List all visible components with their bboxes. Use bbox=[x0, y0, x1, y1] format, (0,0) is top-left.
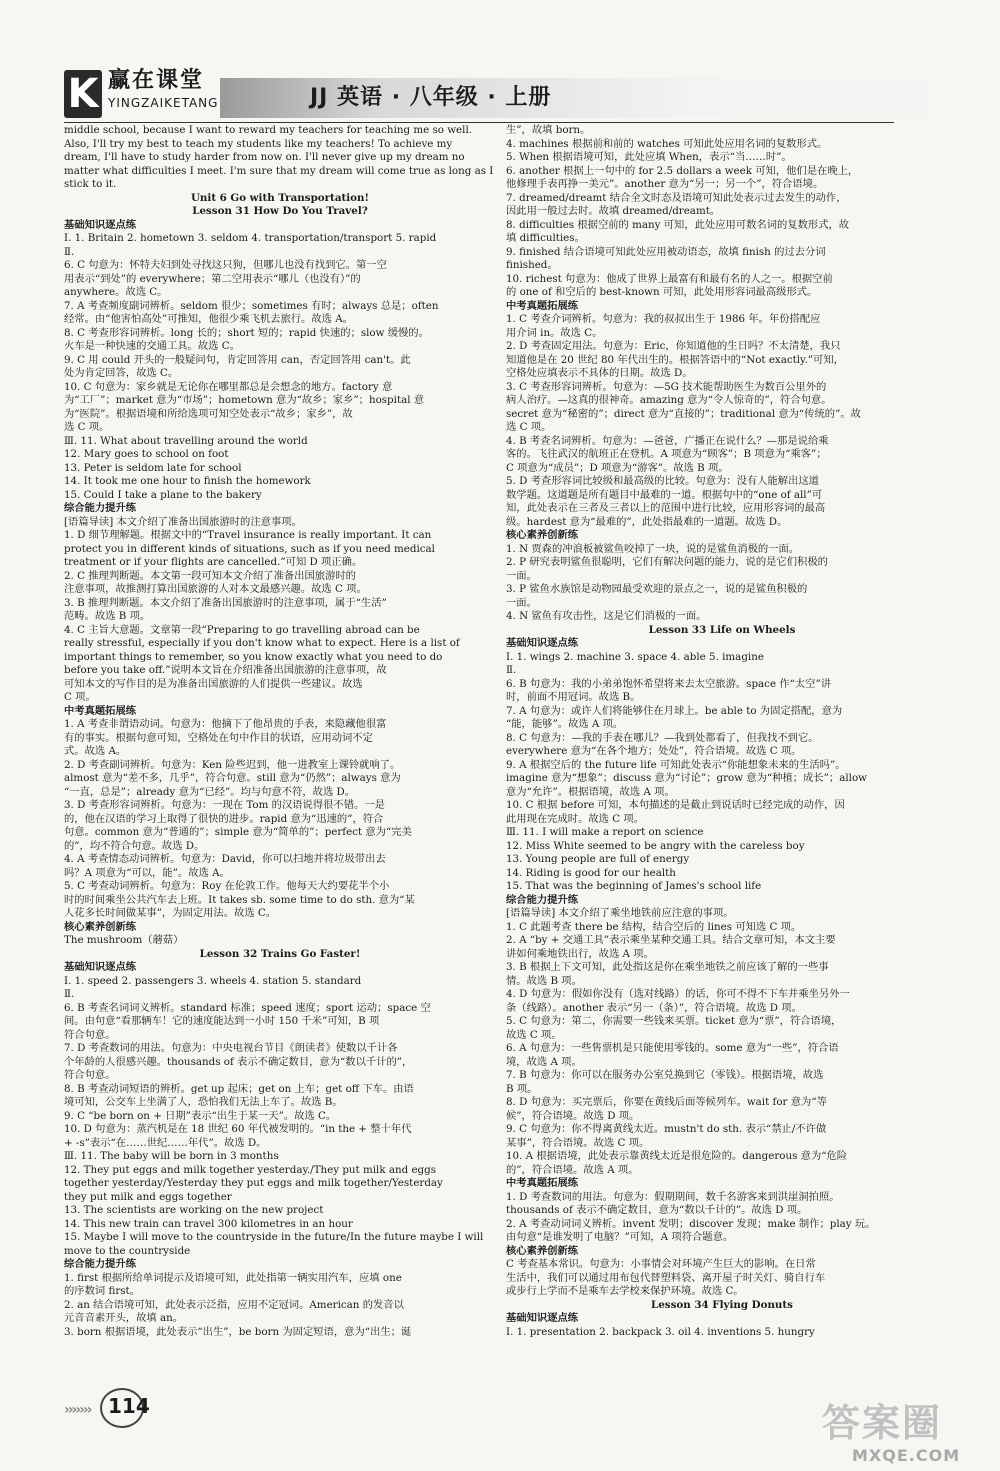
text-line: 一面。 bbox=[506, 569, 537, 582]
text-line: 此用现在完成时。故选 C 项。 bbox=[506, 812, 644, 825]
text-line: imagine 意为“想象”；discuss 意为“讨论”；grow 意为“种植；成长”；allow bbox=[506, 772, 867, 784]
text-line: dream, I'll have to study harder from now on. I'll never give up my dream no bbox=[64, 151, 465, 163]
text-line: 2. A “by + 交通工具”表示乘坐某种交通工具。结合文章可知，本文主要 bbox=[506, 934, 836, 946]
text-line: 1. D 考查数词的用法。句意为：假期期间，数千名游客来到洪崖洞拍照。 bbox=[506, 1190, 840, 1203]
text-line: 核心素养创新练 bbox=[506, 529, 579, 541]
text-line: 12. Miss White seemed to be angry with the careless boy bbox=[506, 839, 805, 852]
text-line: 综合能力提升练 bbox=[64, 502, 137, 514]
text-line: finished。 bbox=[506, 259, 558, 271]
text-line: treatment or if your flights are cancelled.”可知 D 项正确。 bbox=[64, 556, 363, 568]
text-line: Ⅲ. 11. The baby will be born in 3 months bbox=[64, 1150, 279, 1162]
text-line: 5. C 考查动词辨析。句意为：Roy 在伦敦工作。他每天大约要花半个小 bbox=[64, 880, 390, 892]
text-line: 10. D 句意为：蒸汽机是在 18 世纪 60 年代被发明的。“in the + 整十年代 bbox=[64, 1123, 412, 1135]
text-line: 填 difficulties。 bbox=[506, 232, 585, 244]
page-number: 114 bbox=[108, 1394, 150, 1418]
text-line: 9. C 用 could 开头的一般疑问句，肯定回答用 can，否定回答用 can't。此 bbox=[64, 353, 411, 366]
brand-logo: K bbox=[64, 70, 102, 118]
text-line: 14. Riding is good for our health bbox=[506, 866, 676, 879]
text-line: 知，此处表示在三者及三者以上的范围中进行比较，应用形容词的最高 bbox=[506, 502, 826, 514]
text-line: 8. D 句意为：买完票后，你要在黄线后面等候列车。wait for 意为“等 bbox=[506, 1096, 827, 1108]
book-title: JJ 英语 · 八年级 · 上册 bbox=[310, 85, 552, 110]
text-line: move to the countryside bbox=[64, 1244, 191, 1257]
text-line: 5. When 根据语境可知，此处应填 When，表示“当……时”。 bbox=[506, 151, 792, 163]
text-line: 核心素养创新练 bbox=[506, 1244, 579, 1257]
text-line: 6. B 考查名词词义辨析。standard 标准；speed 速度；sport 运动；space 空 bbox=[64, 1001, 431, 1014]
text-line: 3. born 根据语境，此处表示“出生”，be born 为固定短语，意为“出生；诞 bbox=[64, 1325, 412, 1338]
text-line: almost 意为“差不多，几乎”，符合句意。still 意为“仍然”；always 意为 bbox=[64, 772, 401, 784]
text-line: [语篇导读] 本文介绍了准备出国旅游时的注意事项。 bbox=[64, 515, 302, 528]
text-line: Ⅲ. 11. I will make a report on science bbox=[506, 826, 704, 838]
text-line: 6. C 句意为：怀特夫妇到处寻找这只狗，但哪儿也没有找到它。第一空 bbox=[64, 259, 387, 271]
text-line: 3. B 推理判断题。本文介绍了准备出国旅游时的注意事项，属于“生活” bbox=[64, 596, 387, 609]
text-line: 个年龄的人很感兴趣。thousands of 表示不确定数目，意为“数以千计的”， bbox=[64, 1055, 413, 1068]
text-line: 境可知，公交车上坐满了人，恐怕我们无法上车了。故选 B。 bbox=[64, 1096, 343, 1108]
text-line: 1. A 考查非谓语动词。句意为：他摘下了他昂贵的手表，来隐藏他很富 bbox=[64, 718, 387, 730]
text-line: 1. D 细节理解题。根据文中的“Travel insurance is really important. It can bbox=[64, 529, 432, 541]
text-line: everywhere 意为“在各个地方；处处”，符合语境。故选 C 项。 bbox=[506, 745, 802, 757]
text-line: Ⅰ. 1. wings 2. machine 3. space 4. able 5. imagine bbox=[506, 650, 764, 663]
text-line: 1. C 此题考查 there be 结构，结合空后的 lines 可知选 C 项。 bbox=[506, 920, 802, 933]
text-line: 用介词 in。故选 C。 bbox=[506, 326, 603, 339]
text-line: 14. It took me one hour to finish the homework bbox=[64, 475, 311, 487]
text-line: 3. P 鲨鱼水族馆是动物园最受欢迎的景点之一，说的是鲨鱼积极的 bbox=[506, 583, 808, 595]
text-line: 为“工厂”；market 意为“市场”；hometown 意为“故乡；家乡”；hospital 意 bbox=[64, 394, 425, 406]
text-line: 基础知识逐点练 bbox=[64, 961, 137, 973]
text-line: 的 one of 和空后的 best-known 可知，此处用形容词最高级形式。 bbox=[506, 286, 818, 298]
text-line: 他修理手表再挣一美元”。another 意为“另一；另一个”，符合语境。 bbox=[506, 178, 824, 190]
text-line: 4. C 主旨大意题。文章第一段“Preparing to go travelling abroad can be bbox=[64, 623, 420, 636]
text-line: Unit 6 Go with Transportation! bbox=[190, 191, 370, 204]
text-line: 10. A 根据语境，此处表示靠黄线太近是很危险的。dangerous 意为“危险 bbox=[506, 1150, 848, 1162]
text-line: 式。故选 A。 bbox=[64, 745, 127, 757]
text-line: 条（线路）。another 表示“另一（条）”，符合语境。故选 D 项。 bbox=[506, 1001, 802, 1014]
text-line: 吗？A 项意为“可以，能”。故选 A。 bbox=[64, 866, 230, 879]
text-line: 9. finished 结合语境可知此处应用被动语态，故填 finish 的过去分词 bbox=[506, 245, 826, 258]
text-line: 基础知识逐点练 bbox=[64, 218, 137, 231]
header-rule bbox=[64, 122, 894, 123]
text-line: 用表示“到处”的 everywhere；第二空用表示“哪儿（也没有）”的 bbox=[64, 272, 361, 285]
text-line: 一面。 bbox=[506, 596, 537, 609]
text-line: 13. The scientists are working on the new project bbox=[64, 1204, 324, 1216]
text-line: 知道他是在 20 世纪 80 年代出生的。根据答语中的“Not exactly.”可知， bbox=[506, 353, 844, 366]
page-number-arrows-icon: ››››››› bbox=[64, 1402, 91, 1418]
text-line: 6. A 句意为：一些售票机是只能使用零钱的。some 意为“一些”，符合语 bbox=[506, 1042, 839, 1054]
text-line: 8. C 考查形容词辨析。long 长的；short 短的；rapid 快速的；slow 缓慢的。 bbox=[64, 326, 429, 339]
text-line: 范畴。故选 B 项。 bbox=[64, 610, 151, 622]
text-line: 8. difficulties 根据空前的 many 可知，此处应用可数名词的复数形式，故 bbox=[506, 218, 850, 231]
text-line: 境，故选 A 项。 bbox=[506, 1055, 582, 1068]
text-line: 某事”，符合语境。故选 C 项。 bbox=[506, 1136, 650, 1149]
text-line: 故选 C 项。 bbox=[506, 1028, 562, 1041]
text-line: 间。由句意“看那辆车！它的速度能达到一小时 150 千米”可知，B 项 bbox=[64, 1015, 380, 1027]
text-line: 生”，故填 born。 bbox=[506, 124, 591, 136]
text-line: 9. C “be born on + 日期”表示“出生于某一天”。故选 C。 bbox=[64, 1109, 337, 1122]
text-line: 15. Maybe I will move to the countryside in the future/In the future maybe I will bbox=[64, 1231, 484, 1243]
text-line: 处为肯定回答，故选 C。 bbox=[64, 367, 179, 379]
text-line: 人花多长时间做某事”，为固定用法。故选 C。 bbox=[64, 907, 277, 919]
text-line: stick to it. bbox=[64, 178, 117, 190]
text-line: 句意。common 意为“普通的”；simple 意为“简单的”；perfect 意为“完美 bbox=[64, 826, 412, 838]
text-line: Ⅲ. 11. What about travelling around the world bbox=[64, 434, 308, 447]
text-line: 4. A 考查情态动词辨析。句意为：David，你可以扫地并将垃圾带出去 bbox=[64, 853, 386, 865]
brand-name: 赢在课堂 bbox=[108, 68, 205, 93]
text-line: 元音音素开头，故填 an。 bbox=[64, 1312, 184, 1324]
text-line: C 项。 bbox=[64, 691, 96, 703]
text-line: 10. C 句意为：家乡就是无论你在哪里都总是会想念的地方。factory 意 bbox=[64, 380, 393, 393]
text-line: Lesson 34 Flying Donuts bbox=[651, 1298, 793, 1311]
text-line: “一直，总是”；already 意为“已经”。均与句意不符，故选 D。 bbox=[64, 785, 356, 798]
text-line: 13. Young people are full of energy bbox=[506, 853, 690, 865]
text-line: 情。故选 B 项。 bbox=[506, 974, 582, 987]
text-line: 为“医院”。根据语境和所给选项可知空处表示“故乡；家乡”，故 bbox=[64, 407, 353, 420]
text-line: Lesson 33 Life on Wheels bbox=[648, 623, 796, 636]
text-line: 空格处应填表示不具体的日期。故选 D。 bbox=[506, 367, 693, 379]
text-line: 13. Peter is seldom late for school bbox=[64, 461, 242, 474]
text-line: thousands of 表示不确定数目，意为“数以千计的”。故选 D 项。 bbox=[506, 1204, 808, 1216]
text-line: 符合句意。 bbox=[64, 1069, 116, 1081]
text-line: 火车是一种快速的交通工具。故选 C。 bbox=[64, 340, 240, 352]
text-line: 基础知识逐点练 bbox=[506, 637, 579, 649]
text-line: 2. P 研究表明鲨鱼很聪明，它们有解决问题的能力，说的是它们积极的 bbox=[506, 556, 828, 568]
text-line: 病人治疗。—这真的很神奇。amazing 意为“令人惊奇的”，符合句意。 bbox=[506, 394, 832, 406]
text-line: Ⅱ. bbox=[506, 664, 517, 676]
text-line: 综合能力提升练 bbox=[506, 893, 579, 906]
text-line: 6. B 句意为：我的小弟弟饱怀希望将来去太空旅游。space 作“太空”讲 bbox=[506, 677, 832, 690]
text-line: 意为“允许”。根据语境，故选 A 项。 bbox=[506, 785, 675, 798]
text-line: Lesson 32 Trains Go Faster! bbox=[199, 947, 361, 960]
text-line: 符合句意。 bbox=[64, 1028, 116, 1041]
text-line: 1. first 根据所给单词提示及语境可知，此处指第一辆实用汽车，应填 one bbox=[64, 1271, 402, 1284]
text-line: secret 意为“秘密的”；direct 意为“直接的”；traditional 意为“传统的”。故 bbox=[506, 407, 861, 420]
text-line: 7. dreamed/dreamt 结合全文时态及语境可知此处表示过去发生的动作， bbox=[506, 191, 847, 204]
text-line: 选 C 项。 bbox=[506, 421, 552, 433]
text-line: 由句意“是谁发明了电脑？”可知，A 项符合题意。 bbox=[506, 1231, 734, 1243]
text-line: 经常。由“他害怕高处”可推知，他很少乘飞机去旅行。故选 A。 bbox=[64, 313, 353, 325]
text-line: 12. They put eggs and milk together yesterday./They put milk and eggs bbox=[64, 1163, 437, 1176]
text-line: 2. C 推理判断题。本文第一段可知本文介绍了准备出国旅游时的 bbox=[64, 569, 356, 582]
text-line: 7. A 句意为：或许人们将能够住在月球上。be able to 为固定搭配，意为 bbox=[506, 704, 843, 717]
watermark-url: MXQE.COM bbox=[852, 1446, 961, 1465]
text-line: 7. A 考查频度副词辨析。seldom 很少；sometimes 有时；always 总是；often bbox=[64, 299, 439, 312]
text-line: + -s”表示“在……世纪……年代”。故选 D。 bbox=[64, 1136, 267, 1149]
text-line: 4. N 鲨鱼有攻击性，这是它们消极的一面。 bbox=[506, 610, 707, 622]
text-line: 2. D 考查固定用法。句意为：Eric，你知道他的生日吗？不太清楚，我只 bbox=[506, 340, 841, 352]
text-line: 8. C 句意为：—我的手表在哪儿？—我到处都看了，但我找不到它。 bbox=[506, 731, 819, 744]
text-line: B 项。 bbox=[506, 1082, 538, 1095]
text-line: 15. Could I take a plane to the bakery bbox=[64, 488, 262, 501]
text-line: 4. D 句意为：假如你没有（选对线路）的话，你可不得不下车并乘坐另外一 bbox=[506, 988, 850, 1000]
text-line: 8. B 考查动词短语的辨析。get up 起床；get on 上车；get off 下车。由语 bbox=[64, 1082, 414, 1095]
text-line: 6. another 根据上一句中的 for 2.5 dollars a week 可知，他们是在晚上， bbox=[506, 164, 859, 177]
text-line: they put milk and eggs together bbox=[64, 1190, 232, 1203]
text-line: 14. This new train can travel 300 kilometres in an hour bbox=[64, 1217, 353, 1230]
text-line: 的序数词 first。 bbox=[64, 1285, 140, 1297]
text-line: 4. machines 根据前和前的 watches 可知此处应用名词的复数形式。 bbox=[506, 137, 828, 150]
text-line: 时，前面不用冠词。故选 B。 bbox=[506, 691, 641, 703]
text-line: 的，他在汉语的学习上取得了很快的进步。rapid 意为“迅速的”，符合 bbox=[64, 812, 384, 825]
text-line: 基础知识逐点练 bbox=[506, 1312, 579, 1324]
text-line: 3. C 考查形容词辨析。句意为：—5G 技术能帮助医生为数百公里外的 bbox=[506, 380, 827, 393]
text-line: 选 C 项。 bbox=[64, 421, 110, 433]
text-line: Ⅰ. 1. speed 2. passengers 3. wheels 4. station 5. standard bbox=[64, 974, 362, 987]
text-line: middle school, because I want to reward my teachers for teaching me so well. bbox=[64, 124, 473, 136]
text-line: 的”，均不符合句意。故选 D。 bbox=[64, 839, 205, 852]
page-header bbox=[0, 0, 1000, 122]
text-line: protect you in different kinds of situations, such as if you need medical bbox=[64, 542, 435, 555]
text-line: Ⅱ. bbox=[64, 988, 75, 1000]
text-line: important things to remember, so you know exactly what you need to do bbox=[64, 650, 443, 663]
text-line: 9. A 根据空后的 the future life 可知此处表示“你能想象未来的生活吗”。 bbox=[506, 758, 846, 771]
text-line: 讲如何乘地铁出行，故选 A 项。 bbox=[506, 947, 654, 960]
text-line: The mushroom（蘑菇） bbox=[64, 934, 184, 946]
watermark-logo: 答案圈 bbox=[822, 1401, 943, 1445]
text-line: 4. B 考查名词辨析。句意为：—爸爸，广播正在说什么？—那是说给乘 bbox=[506, 434, 829, 447]
text-line: 2. D 考查副词辨析。句意为：Ken 险些迟到，他一进教室上课铃就响了。 bbox=[64, 758, 401, 771]
text-line: 因此用一般过去时。故填 dreamed/dreamt。 bbox=[506, 205, 721, 217]
text-line: 3. D 考查形容词辨析。句意为：一现在 Tom 的汉语说得很不错。一是 bbox=[64, 799, 385, 811]
text-line: 1. C 考查介词辨析。句意为：我的叔叔出生于 1986 年。年份搭配应 bbox=[506, 313, 821, 325]
text-line: 9. C 句意为：你不得离黄线太近。mustn't do sth. 表示“禁止/不许做 bbox=[506, 1123, 827, 1135]
text-line: 中考真题拓展练 bbox=[64, 704, 137, 717]
text-line: 时的时间乘坐公共汽车去上班。It takes sb. some time to do sth. 意为“某 bbox=[64, 893, 415, 906]
text-line: Ⅰ. 1. presentation 2. backpack 3. oil 4. inventions 5. hungry bbox=[506, 1325, 815, 1338]
text-line: 7. B 句意为：你可以在服务办公室兑换到它（零钱）。根据语境，故选 bbox=[506, 1069, 824, 1081]
text-line: 1. N 贾森的冲浪板被鲨鱼咬掉了一块，说的是鲨鱼消极的一面。 bbox=[506, 542, 800, 555]
text-line: 2. A 考查动词词义辨析。invent 发明；discover 发现；make 制作；play 玩。 bbox=[506, 1217, 876, 1230]
text-line: 或步行上学而不是乘车去学校来保护环境。故选 C。 bbox=[506, 1285, 744, 1297]
text-line: 5. C 句意为：第二，你需要一些钱来买票。ticket 意为“票”，符合语境， bbox=[506, 1015, 842, 1027]
text-line: 综合能力提升练 bbox=[64, 1258, 137, 1270]
text-line: Ⅰ. 1. Britain 2. hometown 3. seldom 4. transportation/transport 5. rapid bbox=[64, 232, 437, 244]
text-line: 15. That was the beginning of James's school life bbox=[506, 880, 762, 892]
text-line: 10. richest 句意为：他成了世界上最富有和最有名的人之一。根据空前 bbox=[506, 272, 833, 285]
text-line: anywhere。故选 C。 bbox=[64, 286, 168, 298]
text-line: 3. B 根据上下文可知，此处指这是你在乘坐地铁之前应该了解的一些事 bbox=[506, 961, 829, 973]
text-line: 10. C 根据 before 可知，本句描述的是截止到说话时已经完成的动作，因 bbox=[506, 799, 845, 811]
text-line: 有的事实。根据句意可知，空格处在句中作目的状语，应用动词不定 bbox=[64, 731, 373, 744]
text-line: 核心素养创新练 bbox=[64, 920, 137, 933]
text-line: 注意事项，故推测打算出国旅游的人对本文最感兴趣。故选 C 项。 bbox=[64, 583, 367, 595]
text-line: really stressful, especially if you don't know what to expect. Here is a list of bbox=[64, 637, 460, 649]
text-line: 2. an 结合语境可知，此处表示泛指，应用不定冠词。American 的发音以 bbox=[64, 1298, 404, 1311]
text-line: 可知本文的写作目的是为准备出国旅游的人们提供一些建议。故选 bbox=[64, 677, 363, 690]
text-line: Lesson 31 How Do You Travel? bbox=[192, 205, 368, 217]
text-line: 生活中，我们可以通过用布包代替塑料袋、离开屋子时关灯、骑自行车 bbox=[506, 1271, 826, 1284]
text-line: C 考查基本常识。句意为：小事情会对环境产生巨大的影响。在日常 bbox=[506, 1258, 816, 1270]
text-line: 的”，符合语境。故选 A 项。 bbox=[506, 1163, 639, 1176]
text-line: matter what difficulties I meet. I'm sure that my dream will come true as long as I bbox=[64, 164, 494, 177]
text-line: 候”，符合语境。故选 D 项。 bbox=[506, 1109, 640, 1122]
text-line: 中考真题拓展练 bbox=[506, 299, 579, 312]
text-line: 客的。飞往武汉的航班正在登机。A 项意为“顾客”；B 项意为“乘客”； bbox=[506, 448, 827, 460]
text-line: before you take off.”说明本文旨在介绍准备出国旅游的注意事项，故 bbox=[64, 664, 387, 676]
text-line: [语篇导读] 本文介绍了乘坐地铁前应注意的事项。 bbox=[506, 907, 734, 919]
text-line: Ⅱ. bbox=[64, 245, 75, 258]
left-column bbox=[64, 124, 496, 1339]
brand-pinyin: YINGZAIKETANG bbox=[108, 96, 219, 110]
text-line: 5. D 考查形容词比较级和最高级的比较。句意为：没有人能解出这道 bbox=[506, 475, 819, 487]
text-line: 中考真题拓展练 bbox=[506, 1177, 579, 1189]
right-column bbox=[506, 124, 938, 1339]
text-line: 7. D 考查数词的用法。句意为：中央电视台节目《朗读者》使数以千计各 bbox=[64, 1042, 398, 1054]
text-line: together yesterday/Yesterday they put eggs and milk together/Yesterday bbox=[64, 1177, 443, 1189]
text-line: 数学题。这道题是所有题目中最难的一道。根据句中的“one of all”可 bbox=[506, 488, 823, 501]
text-line: Also, I'll try my best to teach my students like my teachers! To achieve my bbox=[64, 137, 453, 150]
text-line: C 项意为“成员”；D 项意为“游客”。故选 B 项。 bbox=[506, 461, 729, 474]
text-line: 级。hardest 意为“最难的”，此处指最难的一道题。故选 D。 bbox=[506, 515, 788, 528]
text-line: “能，能够”。故选 A 项。 bbox=[506, 718, 624, 730]
text-line: 12. Mary goes to school on foot bbox=[64, 448, 229, 460]
